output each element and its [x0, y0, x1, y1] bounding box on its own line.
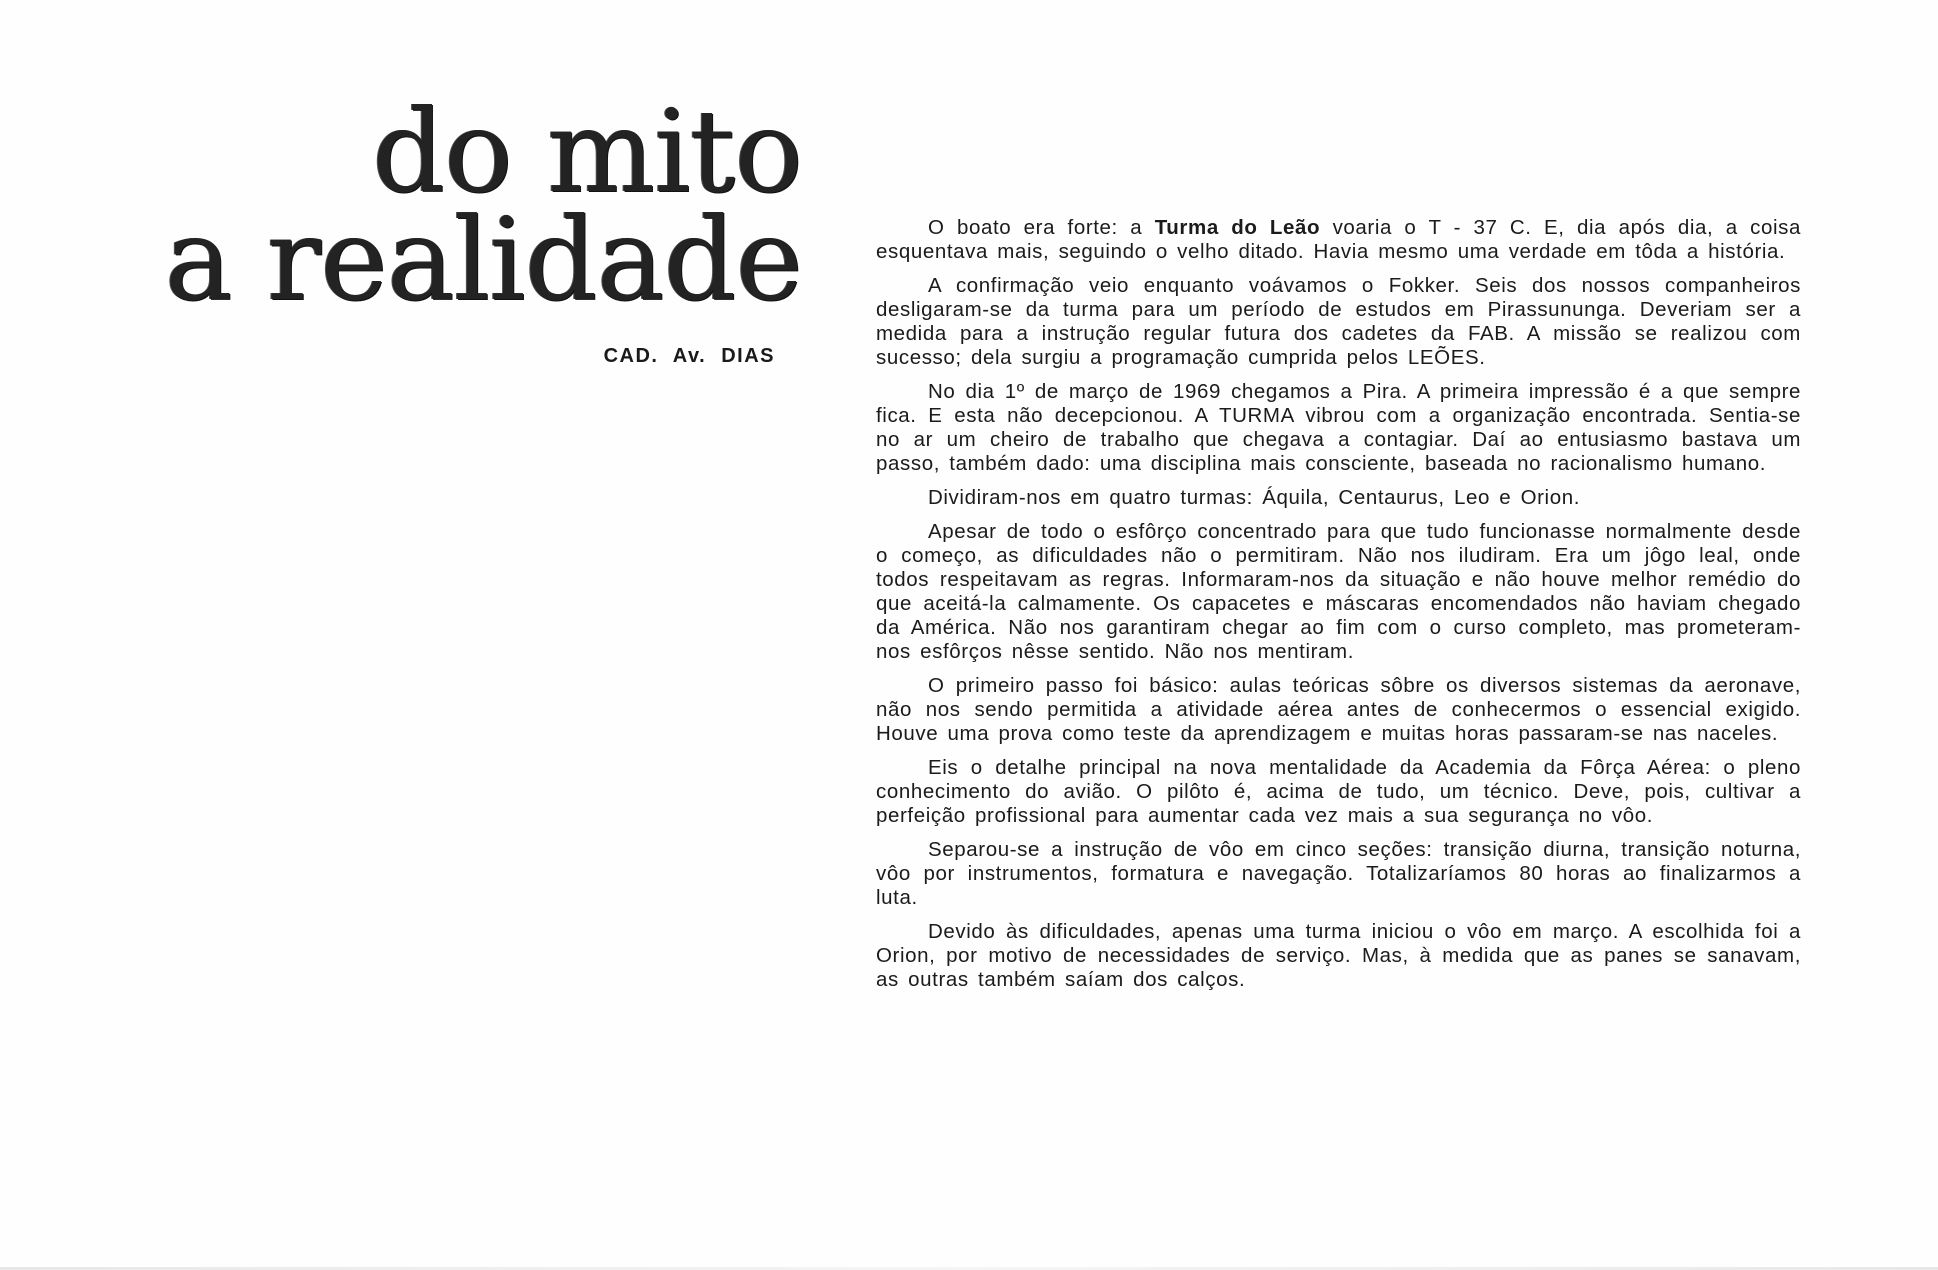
turma-do-leao-emphasis: Turma do Leão [1154, 216, 1321, 239]
paragraph-6: O primeiro passo foi básico: aulas teóricas sôbre os diversos sistemas da aeronave, não nos sendo permitida a atividade aérea antes de conhecermos o essencial exigido. Houve uma prova como teste da aprendizagem e muitas horas passaram-se nas naceles. [876, 674, 1801, 745]
paragraph-1-rest: voaria o T - 37 C. E, dia após dia, a coisa esquentava mais, seguindo o velho ditado. Havia mesmo uma verdade em tôda a história. [876, 216, 1801, 263]
headline-line-2: a realidade [164, 193, 802, 326]
paragraph-9: Devido às dificuldades, apenas uma turma iniciou o vôo em março. A escolhida foi a Orion, por motivo de necessidades de serviço. Mas, à medida que as panes se sanavam, as outras também saíam dos calços. [876, 920, 1801, 991]
article-body [876, 216, 1801, 1002]
paragraph-1-intro: O boato era forte: a [928, 216, 1155, 239]
article-headline [164, 85, 802, 326]
paragraph-1 [876, 216, 1801, 264]
paragraph-7: Eis o detalhe principal na nova mentalidade da Academia da Fôrça Aérea: o pleno conhecimento do avião. O pilôto é, acima de tudo, um técnico. Deve, pois, cultivar a perfeição profissional para aumentar cada vez mais a sua segurança no vôo. [876, 756, 1801, 827]
headline-line-1: do mito [372, 85, 802, 218]
paragraph-2: A confirmação veio enquanto voávamos o Fokker. Seis dos nossos companheiros desligaram-se da turma para um período de estudos em Pirassununga. Deveriam ser a medida para a instrução regular futura dos cadetes da FAB. A missão se realizou com sucesso; dela surgiu a programação cumprida pelos LEÕES. [876, 274, 1801, 369]
paragraph-5: Apesar de todo o esfôrço concentrado para que tudo funcionasse normalmente desde o começo, as dificuldades não o permitiram. Não nos iludiram. Era um jôgo leal, onde todos respeitavam as regras. Informaram-nos da situação e não houve melhor remédio do que aceitá-la calmamente. Os capacetes e máscaras encomendados não haviam chegado da América. Não nos garantiram chegar ao fim com o curso completo, mas prometeram-nos esfôrços nêsse sentido. Não nos mentiram. [876, 520, 1801, 663]
paragraph-8: Separou-se a instrução de vôo em cinco seções: transição diurna, transição noturna, vôo por instrumentos, formatura e navegação. Totalizaríamos 80 horas ao finalizarmos a luta. [876, 838, 1801, 909]
paragraph-4: Dividiram-nos em quatro turmas: Áquila, Centaurus, Leo e Orion. [928, 486, 1581, 509]
author-byline: CAD. Av. DIAS [603, 345, 775, 367]
paragraph-3: No dia 1º de março de 1969 chegamos a Pira. A primeira impressão é a que sempre fica. E esta não decepcionou. A TURMA vibrou com a organização encontrada. Sentia-se no ar um cheiro de trabalho que chegava a contagiar. Daí ao entusiasmo bastava um passo, também dado: uma disciplina mais consciente, baseada no racionalismo humano. [876, 380, 1801, 475]
